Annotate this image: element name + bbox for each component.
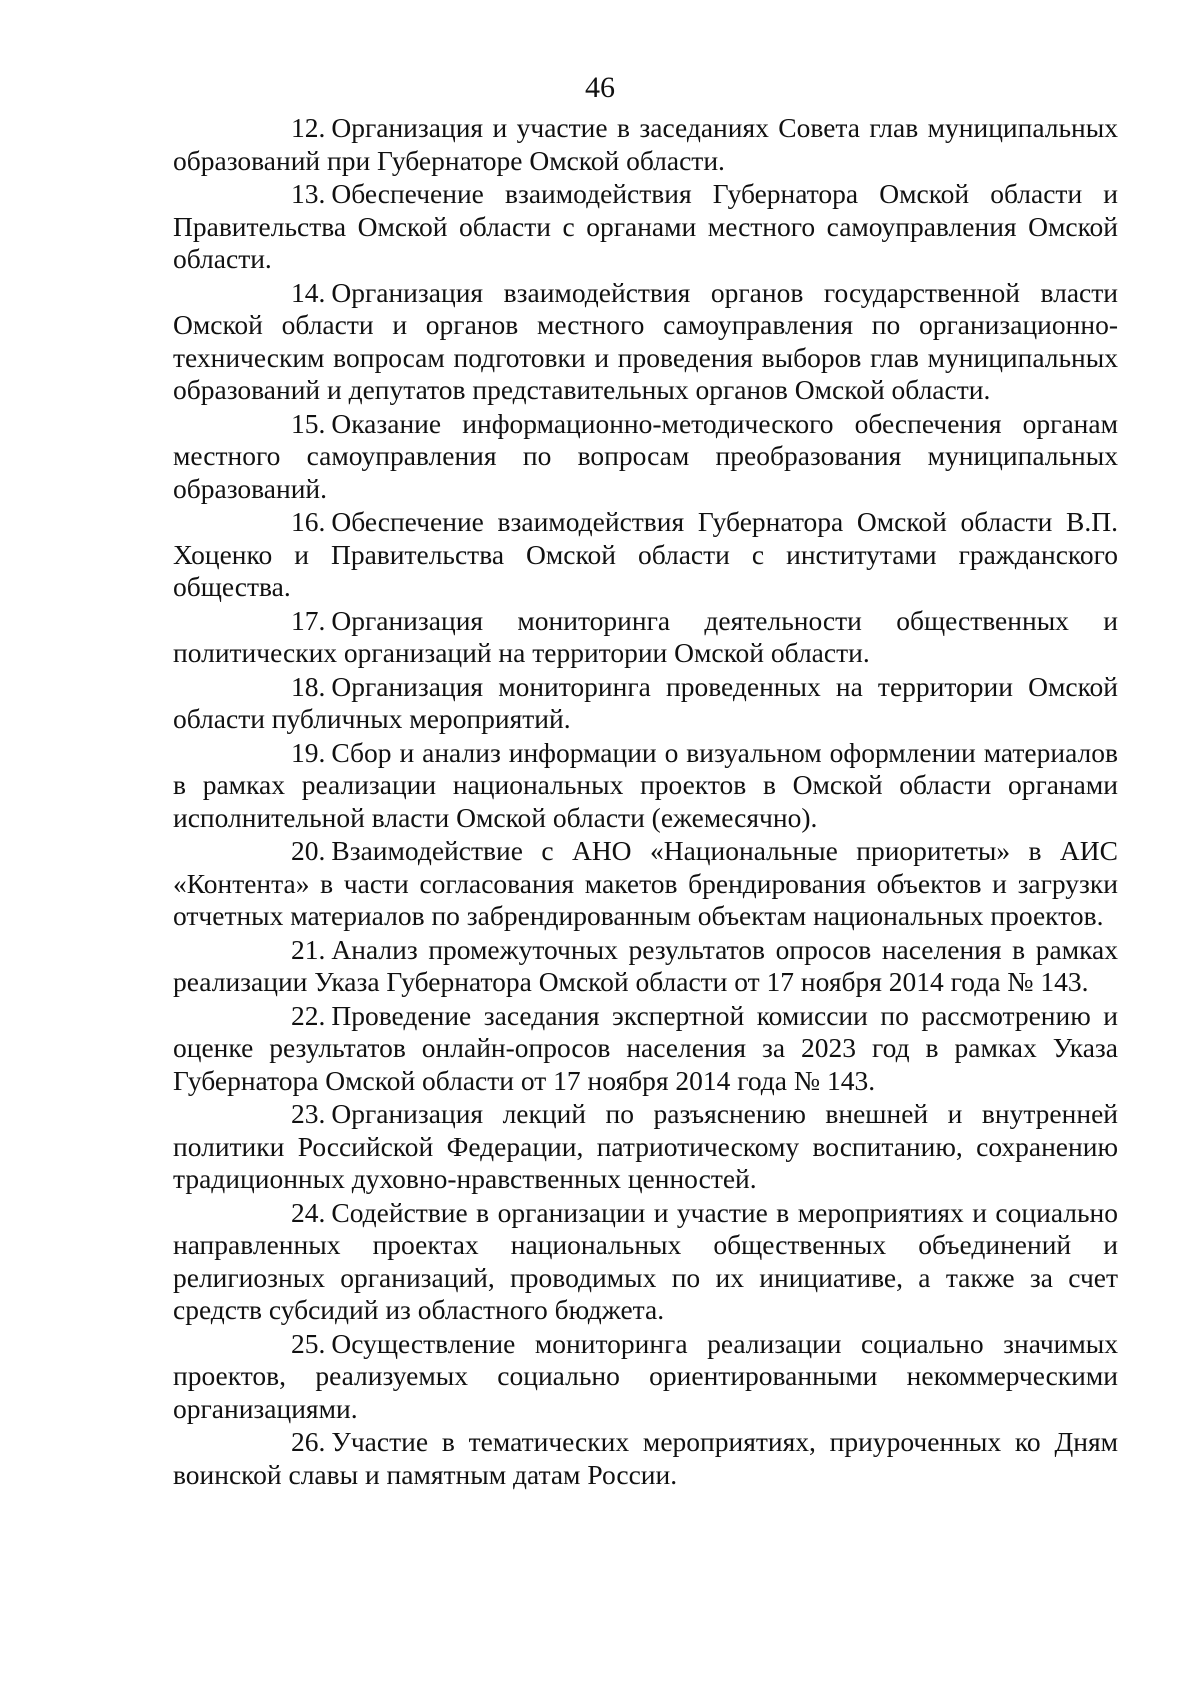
list-item [173, 671, 1118, 736]
list-item [173, 1000, 1118, 1098]
list-item [173, 1328, 1118, 1426]
item-number: 22. [291, 999, 326, 1031]
document-body [173, 112, 1118, 1492]
item-number: 26. [291, 1426, 326, 1457]
item-text: Обеспечение взаимодействия Губернатора Омской области В.П. Хоценко и Правительства Омской области с институтами гражданского общества. [173, 506, 1118, 602]
item-number: 24. [291, 1196, 326, 1228]
item-text: Участие в тематических мероприятиях, приуроченных ко Дням воинской славы и памятным датам России. [173, 1426, 1118, 1490]
list-item [173, 178, 1118, 276]
item-number: 17. [291, 604, 326, 636]
list-item [173, 934, 1118, 999]
item-text: Осуществление мониторинга реализации социально значимых проектов, реализуемых социально ориентированными некоммерческими организациями. [173, 1327, 1118, 1424]
list-item [173, 1426, 1118, 1491]
item-number: 23. [291, 1098, 326, 1129]
list-item [173, 605, 1118, 670]
item-text: Оказание информационно-методического обеспечения органам местного самоуправления по вопросам преобразования муниципальных образований. [173, 407, 1118, 504]
item-number: 25. [291, 1327, 326, 1359]
item-number: 15. [291, 407, 326, 439]
item-number: 16. [291, 506, 326, 537]
item-text: Организация и участие в заседаниях Совета глав муниципальных образований при Губернаторе Омской области. [173, 112, 1118, 176]
list-item [173, 1098, 1118, 1196]
item-text: Сбор и анализ информации о визуальном оформлении материалов в рамках реализации национальных проектов в Омской области органами исполнительной власти Омской области (ежемесячно). [173, 736, 1118, 833]
item-number: 14. [291, 276, 326, 308]
item-number: 19. [291, 736, 326, 768]
item-text: Содействие в организации и участие в мероприятиях и социально направленных проектах национальных общественных объединений и религиозных организаций, проводимых по их инициативе, а также за счет средств субсидий из областного бюджета. [173, 1196, 1118, 1325]
item-text: Анализ промежуточных результатов опросов населения в рамках реализации Указа Губернатора Омской области от 17 ноября 2014 года № 143. [173, 933, 1118, 997]
list-item [173, 737, 1118, 835]
item-text: Организация взаимодействия органов государственной власти Омской области и органов местного самоуправления по организационно-техническим вопросам подготовки и проведения выборов глав муниципальных образований и депутатов представительных органов Омской области. [173, 276, 1118, 405]
item-text: Организация лекций по разъяснению внешней и внутренней политики Российской Федерации, патриотическому воспитанию, сохранению традиционных духовно-нравственных ценностей. [173, 1098, 1118, 1194]
item-number: 12. [291, 112, 326, 143]
item-number: 18. [291, 670, 326, 702]
list-item [173, 277, 1118, 407]
list-item [173, 1197, 1118, 1327]
item-number: 20. [291, 835, 326, 866]
item-number: 13. [291, 178, 326, 209]
item-text: Проведение заседания экспертной комиссии по рассмотрению и оценке результатов онлайн-опросов населения за 2023 год в рамках Указа Губернатора Омской области от 17 ноября 2014 года № 143. [173, 999, 1118, 1096]
item-text: Взаимодействие с АНО «Национальные приоритеты» в АИС «Контента» в части согласования макетов брендирования объектов и загрузки отчетных материалов по забрендированным объектам национальных проектов. [173, 835, 1118, 931]
list-item [173, 408, 1118, 506]
list-item [173, 112, 1118, 177]
item-text: Организация мониторинга проведенных на территории Омской области публичных мероприятий. [173, 670, 1118, 734]
page-number: 46 [585, 71, 615, 104]
item-number: 21. [291, 933, 326, 965]
list-item [173, 835, 1118, 933]
item-text: Организация мониторинга деятельности общественных и политических организаций на территории Омской области. [173, 604, 1118, 668]
list-item [173, 506, 1118, 604]
item-text: Обеспечение взаимодействия Губернатора Омской области и Правительства Омской области с органами местного самоуправления Омской области. [173, 178, 1118, 274]
